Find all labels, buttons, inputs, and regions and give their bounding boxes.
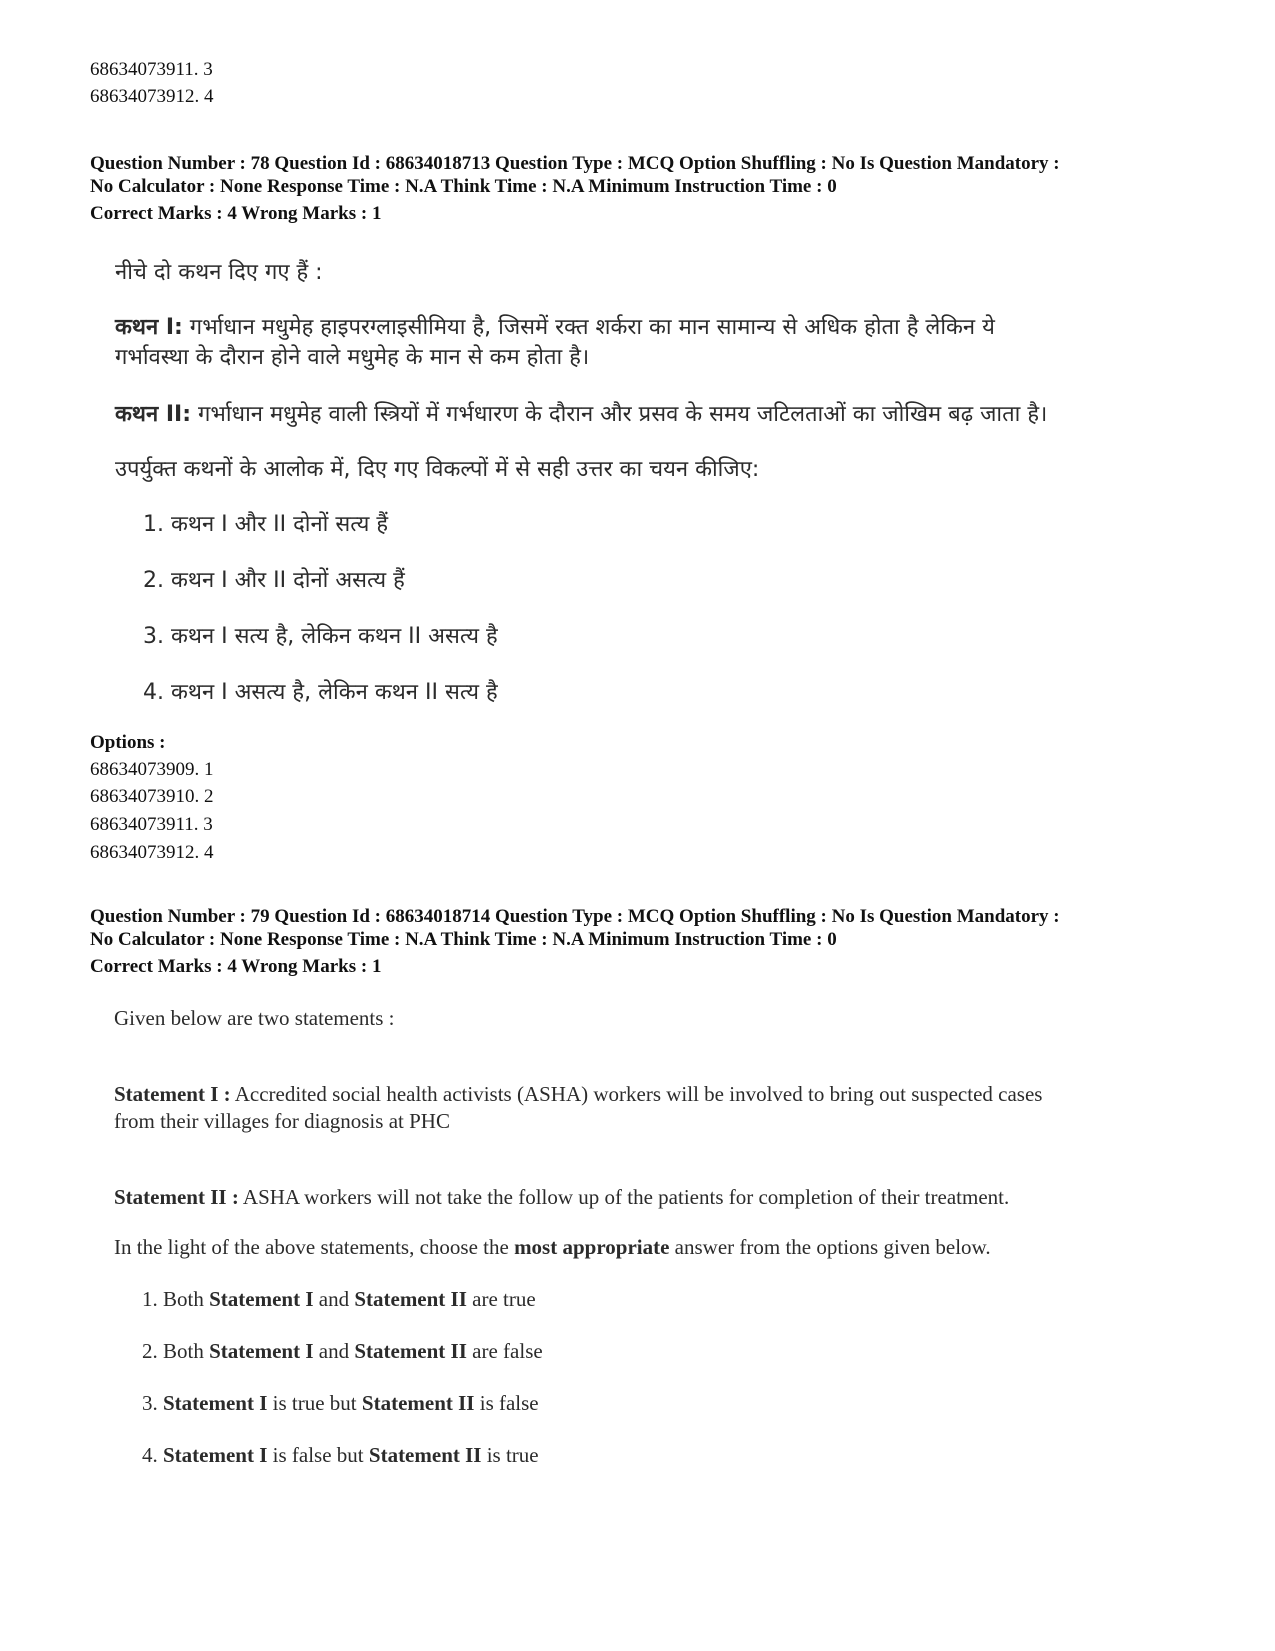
- choice-item: [142, 1339, 543, 1364]
- choice-emphasis: Statement II: [361, 1391, 475, 1415]
- option-line: 68634073911. 3: [90, 59, 213, 80]
- choice-text: and: [313, 1287, 355, 1311]
- statement-1: [115, 311, 995, 341]
- option-line: 68634073911. 3: [90, 814, 213, 835]
- statement-label: कथन I:: [115, 315, 183, 340]
- choice-emphasis: Statement I: [163, 1391, 268, 1415]
- question-header: Question Number : 79 Question Id : 68634018714 Question Type : MCQ Option Shuffling : No Is Question Mandatory :: [90, 906, 1060, 927]
- choice-emphasis: Statement II: [368, 1443, 482, 1467]
- statement-label: Statement I :: [114, 1082, 231, 1106]
- choice-emphasis: Statement II: [354, 1287, 467, 1311]
- statement-text: गर्भाधान मधुमेह वाली स्त्रियों में गर्भधारण के दौरान और प्रसव के समय जटिलताओं का जोखिम बढ़ जाता है।: [191, 402, 1048, 427]
- choice-item: 1. कथन I और II दोनों सत्य हैं: [143, 512, 389, 537]
- option-line: 68634073912. 4: [90, 86, 214, 107]
- choice-emphasis: Statement I: [209, 1339, 314, 1363]
- statement-text: Accredited social health activists (ASHA) workers will be involved to bring out suspected cases: [230, 1082, 1043, 1106]
- option-line: 68634073910. 2: [90, 786, 214, 807]
- statement-1: [114, 1082, 1042, 1107]
- question-header: No Calculator : None Response Time : N.A Think Time : N.A Minimum Instruction Time : 0: [90, 929, 837, 950]
- statement-1-cont: from their villages for diagnosis at PHC: [114, 1109, 450, 1133]
- statement-label: Statement II :: [114, 1185, 239, 1209]
- choice-item: [142, 1287, 536, 1312]
- options-label: Options :: [90, 732, 166, 753]
- choice-text: and: [313, 1339, 355, 1363]
- instruction-text: In the light of the above statements, choose the: [114, 1235, 515, 1259]
- question-header: Question Number : 78 Question Id : 68634018713 Question Type : MCQ Option Shuffling : No Is Question Mandatory :: [90, 153, 1060, 174]
- choice-item: 3. कथन I सत्य है, लेकिन कथन II असत्य है: [143, 624, 498, 649]
- choice-text: 3.: [142, 1391, 163, 1415]
- choice-text: is false: [474, 1391, 539, 1415]
- choice-text: 2. Both: [142, 1339, 210, 1363]
- choice-item: [142, 1391, 539, 1416]
- statement-2: [115, 398, 1047, 428]
- question-intro: नीचे दो कथन दिए गए हैं :: [115, 260, 323, 285]
- choice-text: 4.: [142, 1443, 163, 1467]
- statement-1-cont: गर्भावस्था के दौरान होने वाले मधुमेह के मान से कम होता है।: [115, 345, 590, 370]
- instruction-emphasis: most appropriate: [514, 1235, 670, 1259]
- statement-text: ASHA workers will not take the follow up of the patients for completion of their treatment.: [238, 1185, 1010, 1209]
- choice-text: 1. Both: [142, 1287, 210, 1311]
- instruction-text: answer from the options given below.: [669, 1235, 991, 1259]
- statement-2: [114, 1185, 1009, 1210]
- statement-label: कथन II:: [115, 402, 191, 427]
- choice-emphasis: Statement I: [163, 1443, 268, 1467]
- choice-text: is true: [481, 1443, 539, 1467]
- choice-text: are true: [466, 1287, 536, 1311]
- question-instruction: [114, 1235, 991, 1260]
- question-marks: Correct Marks : 4 Wrong Marks : 1: [90, 956, 382, 977]
- choice-emphasis: Statement I: [209, 1287, 314, 1311]
- choice-text: are false: [466, 1339, 543, 1363]
- question-header: No Calculator : None Response Time : N.A Think Time : N.A Minimum Instruction Time : 0: [90, 176, 837, 197]
- question-marks: Correct Marks : 4 Wrong Marks : 1: [90, 203, 382, 224]
- choice-item: 4. कथन I असत्य है, लेकिन कथन II सत्य है: [143, 680, 498, 705]
- question-instruction: उपर्युक्त कथनों के आलोक में, दिए गए विकल्पों में से सही उत्तर का चयन कीजिए:: [115, 457, 760, 482]
- statement-text: गर्भाधान मधुमेह हाइपरग्लाइसीमिया है, जिसमें रक्त शर्करा का मान सामान्य से अधिक होता है लेकिन ये: [182, 315, 995, 340]
- choice-text: is false but: [267, 1443, 369, 1467]
- question-intro: Given below are two statements :: [114, 1006, 395, 1030]
- choice-item: [142, 1443, 539, 1468]
- choice-item: 2. कथन I और II दोनों असत्य हैं: [143, 568, 405, 593]
- choice-emphasis: Statement II: [354, 1339, 467, 1363]
- option-line: 68634073909. 1: [90, 759, 214, 780]
- choice-text: is true but: [267, 1391, 362, 1415]
- option-line: 68634073912. 4: [90, 842, 214, 863]
